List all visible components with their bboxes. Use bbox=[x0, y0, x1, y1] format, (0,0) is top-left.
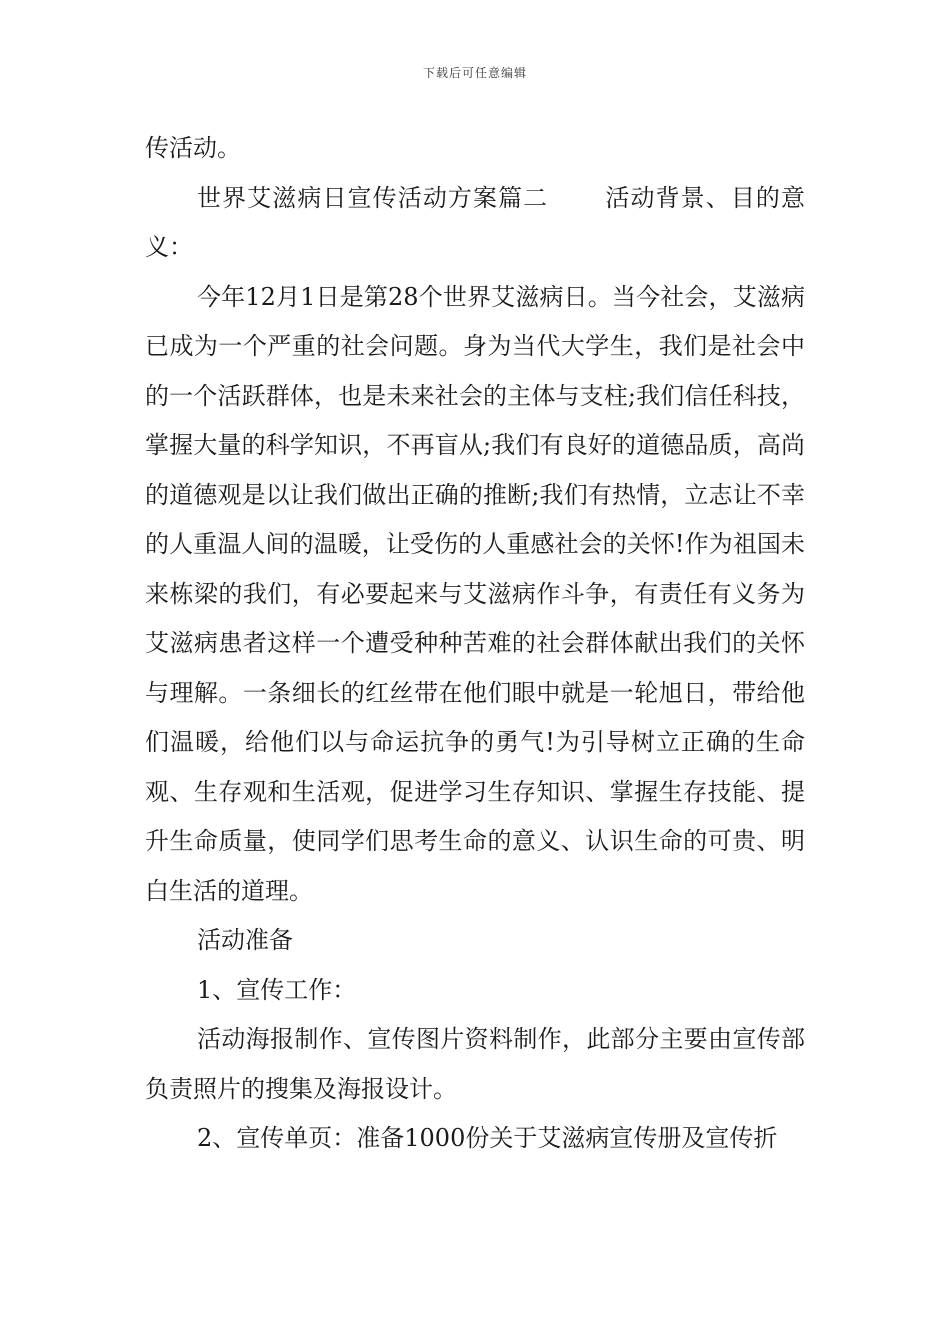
section-subheading: 活动背景、目的意义： bbox=[145, 183, 806, 261]
page-header-note: 下载后可任意编辑 bbox=[422, 66, 527, 80]
paragraph-continuation: 传活动。 bbox=[145, 134, 241, 162]
section-title: 世界艾滋病日宣传活动方案篇二 bbox=[197, 183, 549, 212]
paragraph-publicity: 活动海报制作、宣传图片资料制作，此部分主要由宣传部负责照片的搜集及海报设计。 bbox=[145, 1025, 805, 1103]
document-body bbox=[145, 124, 805, 1164]
paragraph-section-title bbox=[145, 174, 805, 273]
paragraph-activity-prep: 活动准备 bbox=[197, 926, 293, 954]
paragraph-background: 今年12月1日是第28个世界艾滋病日。当今社会，艾滋病已成为一个严重的社会问题。身为当代大学生，我们是社会中的一个活跃群体，也是未来社会的主体与支柱;我们信任科技，掌握大量的科学知识，不再盲从;我们有良好的道德品质，高尚的道德观是以让我们做出正确的推断;我们有热情，立志让不幸的人重温人间的温暖，让受伤的人重感社会的关怀!作为祖国未来栋梁的我们，有必要起来与艾滋病作斗争，有责任有义务为艾滋病患者这样一个遭受种种苦难的社会群体献出我们的关怀与理解。一条细长的红丝带在他们眼中就是一轮旭日，带给他们温暖，给他们以与命运抗争的勇气!为引导树立正确的生命观、生存观和生活观，促进学习生存知识、掌握生存技能、提升生命质量，使同学们思考生命的意义、认识生命的可贵、明白生活的道理。 bbox=[145, 282, 805, 905]
paragraph-item-2: 2、宣传单页：准备1000份关于艾滋病宣传册及宣传折 bbox=[197, 1124, 778, 1152]
paragraph-item-1: 1、宣传工作： bbox=[197, 975, 357, 1004]
